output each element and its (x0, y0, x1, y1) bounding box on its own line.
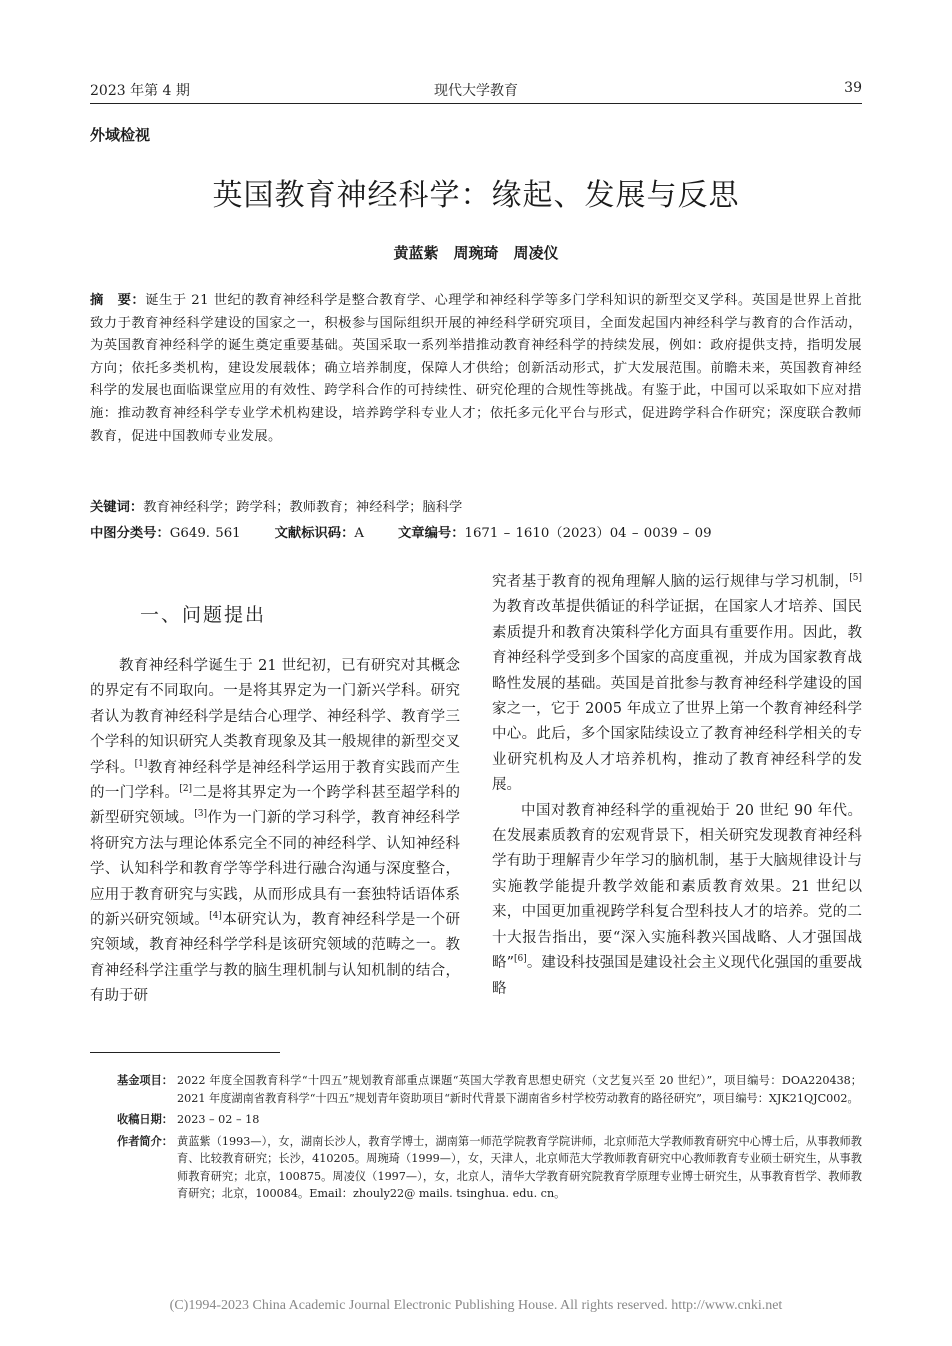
citation-ref[interactable]: [6] (514, 954, 527, 965)
received-date-note (117, 1111, 862, 1129)
abstract (90, 290, 862, 448)
author-bio-label: 作者简介： (117, 1134, 173, 1148)
copyright-footer: (C)1994-2023 China Academic Journal Electronic Publishing House. All rights reserved. http://www.cnki.net (169, 1298, 783, 1313)
header-issue: 2023 年第 4 期 (90, 83, 190, 99)
header-journal-name: 现代大学教育 (434, 83, 518, 99)
body-column-right (492, 570, 862, 1002)
abstract-label: 摘 要： (90, 293, 146, 308)
keywords-text: 教育神经科学；跨学科；教师教育；神经科学；脑科学 (143, 500, 463, 515)
doc-code-value: A (354, 526, 365, 541)
article-number-value: 1671 – 1610（2023）04 – 0039 – 09 (464, 526, 712, 541)
received-date-label: 收稿日期： (117, 1113, 173, 1126)
classification-line (90, 522, 712, 541)
author-bio-note (117, 1133, 862, 1203)
footnote-rule (90, 1052, 280, 1053)
keywords-label: 关键词： (90, 500, 144, 515)
citation-ref[interactable]: [5] (849, 573, 862, 584)
doc-code-label: 文献标识码： (274, 526, 355, 541)
citation-ref[interactable]: [3] (194, 809, 207, 820)
clc-value: G649. 561 (169, 526, 241, 541)
body-column-left (90, 654, 460, 1010)
citation-ref[interactable]: [4] (209, 911, 222, 922)
article-title: 英国教育神经科学：缘起、发展与反思 (212, 178, 740, 213)
received-date-text: 2023 – 02 – 18 (177, 1113, 260, 1126)
funding-note (117, 1072, 862, 1107)
paragraph: 教育神经科学诞生于 21 世纪初，已有研究对其概念的界定有不同取向。一是将其界定为一门新兴学科。研究者认为教育神经科学是结合心理学、神经科学、教育学三个学科的知识研究人类教育现象及其一般规律的新型交叉学科。[1]教育神经科学是神经科学运用于教育实践而产生的一门学科。[2]二是将其界定为一个跨学科甚至超学科的新型研究领域。[3]作为一门新的学习科学，教育神经科学将研究方法与理论体系完全不同的神经科学、认知神经科学、认知科学和教育学等学科进行融合沟通与深度整合，应用于教育研究与实践，从而形成具有一套独特话语体系的新兴研究领域。[4]本研究认为，教育神经科学是一个研究领域，教育神经科学学科是该研究领域的范畴之一。教育神经科学注重学与教的脑生理机制与认知机制的结合，有助于研 (90, 658, 461, 1005)
header-rule (90, 103, 862, 104)
section-heading: 一、问题提出 (140, 604, 267, 626)
article-number-label: 文章编号： (398, 526, 465, 541)
footnotes (117, 1072, 862, 1207)
clc-label: 中图分类号： (90, 526, 170, 541)
funding-label: 基金项目： (117, 1074, 173, 1087)
section-tag: 外域检视 (90, 126, 151, 144)
citation-ref[interactable]: [1] (134, 758, 148, 769)
paragraph: 究者基于教育的视角理解人脑的运行规律与学习机制，[5]为教育改革提供循证的科学证据，在国家人才培养、国民素质提升和教育决策科学化方面具有重要作用。因此，教育神经科学受到多个国家的高度重视，并成为国家教育战略性发展的基础。英国是首批参与教育神经科学建设的国家之一，它于 2005 年成立了世界上第一个教育神经科学中心。此后，多个国家陆续设立了教育神经科学相关的专业研究机构及人才培养机构，推动了教育神经科学的发展。 (492, 573, 862, 794)
paragraph: 中国对教育神经科学的重视始于 20 世纪 90 年代。在发展素质教育的宏观背景下，相关研究发现教育神经科学有助于理解青少年学习的脑机制，基于大脑规律设计与实施教学能提升教学效能和素质教育效果。21 世纪以来，中国更加重视跨学科复合型科技人才的培养。党的二十大报告指出，要“深入实施科教兴国战略、人才强国战略”[6]。建设科技强国是建设社会主义现代化强国的重要战略 (492, 802, 862, 997)
keywords (90, 496, 462, 515)
abstract-text: 诞生于 21 世纪的教育神经科学是整合教育学、心理学和神经科学等多门学科知识的新型交叉学科。英国是世界上首批致力于教育神经科学建设的国家之一，积极参与国际组织开展的神经科学研究项目，全面发起国内神经科学与教育的合作活动，为英国教育神经科学的诞生奠定重要基础。英国采取一系列举措推动教育神经科学的持续发展，例如：政府提供支持，指明发展方向；依托多类机构，建设发展载体；确立培养制度，保障人才供给；创新活动形式，扩大发展范围。前瞻未来，英国教育神经科学的发展也面临课堂应用的有效性、跨学科合作的可持续性、研究伦理的合规性等挑战。有鉴于此，中国可以采取如下应对措施：推动教育神经科学专业学术机构建设，培养跨学科专业人才；依托多元化平台与形式，促进跨学科合作研究；深度联合教师教育，促进中国教师专业发展。 (90, 293, 862, 444)
author-bio-text: 黄蓝紫（1993—），女，湖南长沙人，教育学博士，湖南第一师范学院教育学院讲师，北京师范大学教师教育研究中心博士后，从事教师教育、比较教育研究；长沙，410205。周琬琦（1999—），女，天津人，北京师范大学教师教育研究中心教师教育专业硕士研究生，从事教师教育研究；北京，100875。周凌仪（1997—），女，北京人，清华大学教育研究院教育学原理专业博士研究生，从事教育哲学、教师教育研究；北京，100084。Email：zhouly22@ mails. tsinghua. edu. cn。 (177, 1134, 862, 1200)
author-list: 黄蓝紫 周琬琦 周凌仪 (393, 244, 559, 262)
header-page-number: 39 (844, 80, 862, 96)
funding-text: 2022 年度全国教育科学“十四五”规划教育部重点课题“英国大学教育思想史研究（文艺复兴至 20 世纪）”，项目编号：DOA220438；2021 年度湖南省教育科学“十四五”规划青年资助项目“新时代背景下湖南省乡村学校劳动教育的路径研究”，项目编号：XJK21QJC002。 (177, 1074, 862, 1105)
citation-ref[interactable]: [2] (179, 784, 193, 795)
